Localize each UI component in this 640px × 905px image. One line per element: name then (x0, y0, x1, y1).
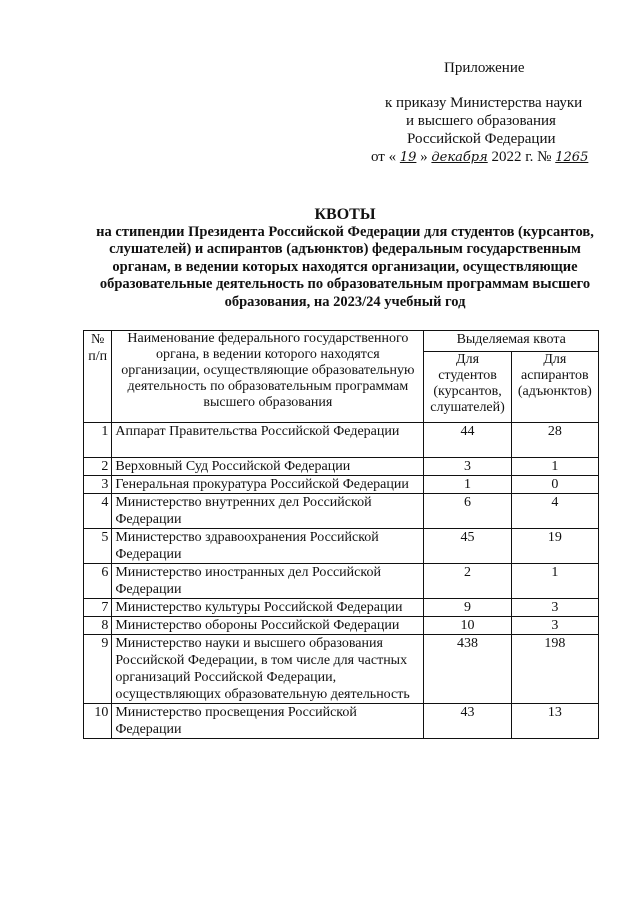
row-name: Министерство науки и высшего образования Российской Федерации, в том числе для частных организаций Российской Федерации, осуществляющих образовательную деятельность (112, 635, 424, 704)
document-title: КВОТЫ (314, 206, 376, 223)
row-name: Министерство культуры Российской Федерации (112, 599, 424, 617)
row-students: 43 (424, 704, 511, 739)
table-row (84, 458, 599, 476)
date-mid: » (420, 149, 428, 165)
row-name: Министерство внутренних дел Российской Федерации (112, 494, 424, 529)
header-name: Наименование федерального государственного органа, в ведении которого находятся организации, осуществляющие образовательную деятельность по образовательным программам высшего образования (112, 331, 424, 423)
row-aspirants: 4 (511, 494, 598, 529)
header-aspirants: Для аспирантов (адъюнктов) (511, 352, 598, 423)
order-number: 1265 (555, 150, 589, 165)
appendix-order-line: к приказу Министерства науки (385, 95, 583, 111)
row-name: Верховный Суд Российской Федерации (112, 458, 424, 476)
row-students: 6 (424, 494, 511, 529)
document-subtitle: на стипендии Президента Российской Федерации для студентов (курсантов, слушателей) и аспирантов (адъюнктов) федеральным государственным органам, в ведении которых находятся организации, осуществляющие образовательные деятельность по образовательным программам высшего образования, на 2023/24 учебный год (96, 223, 594, 310)
table-row (84, 423, 599, 458)
row-aspirants: 19 (511, 529, 598, 564)
table-row (84, 599, 599, 617)
row-num: 8 (84, 617, 112, 635)
row-students: 45 (424, 529, 511, 564)
table-row (84, 476, 599, 494)
row-name: Министерство здравоохранения Российской Федерации (112, 529, 424, 564)
header-students: Для студентов (курсантов, слушателей) (424, 352, 511, 423)
row-aspirants: 3 (511, 599, 598, 617)
date-year: 2022 г. № (491, 149, 552, 165)
row-aspirants: 0 (511, 476, 598, 494)
row-num: 10 (84, 704, 112, 739)
row-aspirants: 3 (511, 617, 598, 635)
appendix-date-line (371, 149, 588, 166)
row-name: Аппарат Правительства Российской Федерации (112, 423, 424, 458)
row-students: 3 (424, 458, 511, 476)
table-row (84, 494, 599, 529)
row-students: 9 (424, 599, 511, 617)
row-students: 2 (424, 564, 511, 599)
table-row (84, 617, 599, 635)
row-num: 5 (84, 529, 112, 564)
row-num: 6 (84, 564, 112, 599)
appendix-ministry-line: и высшего образования (406, 113, 556, 129)
row-num: 1 (84, 423, 112, 458)
row-name: Министерство просвещения Российской Федерации (112, 704, 424, 739)
row-aspirants: 28 (511, 423, 598, 458)
row-students: 1 (424, 476, 511, 494)
appendix-country-line: Российской Федерации (407, 131, 556, 147)
row-num: 3 (84, 476, 112, 494)
table-row (84, 529, 599, 564)
row-students: 10 (424, 617, 511, 635)
row-aspirants: 1 (511, 458, 598, 476)
header-quota: Выделяемая квота (424, 331, 599, 352)
table-row (84, 635, 599, 704)
row-aspirants: 198 (511, 635, 598, 704)
row-num: 2 (84, 458, 112, 476)
document-heading (90, 206, 600, 311)
row-name: Генеральная прокуратура Российской Федерации (112, 476, 424, 494)
row-num: 9 (84, 635, 112, 704)
date-day: 19 (399, 150, 417, 165)
row-aspirants: 13 (511, 704, 598, 739)
table-row (84, 564, 599, 599)
row-aspirants: 1 (511, 564, 598, 599)
header-num: № п/п (84, 331, 112, 423)
appendix-title: Приложение (444, 60, 525, 76)
row-name: Министерство иностранных дел Российской Федерации (112, 564, 424, 599)
date-month: декабря (431, 150, 488, 165)
row-students: 438 (424, 635, 511, 704)
row-name: Министерство обороны Российской Федерации (112, 617, 424, 635)
date-prefix: от « (371, 149, 397, 165)
quota-table (83, 330, 599, 739)
table-row (84, 704, 599, 739)
row-students: 44 (424, 423, 511, 458)
row-num: 4 (84, 494, 112, 529)
row-num: 7 (84, 599, 112, 617)
